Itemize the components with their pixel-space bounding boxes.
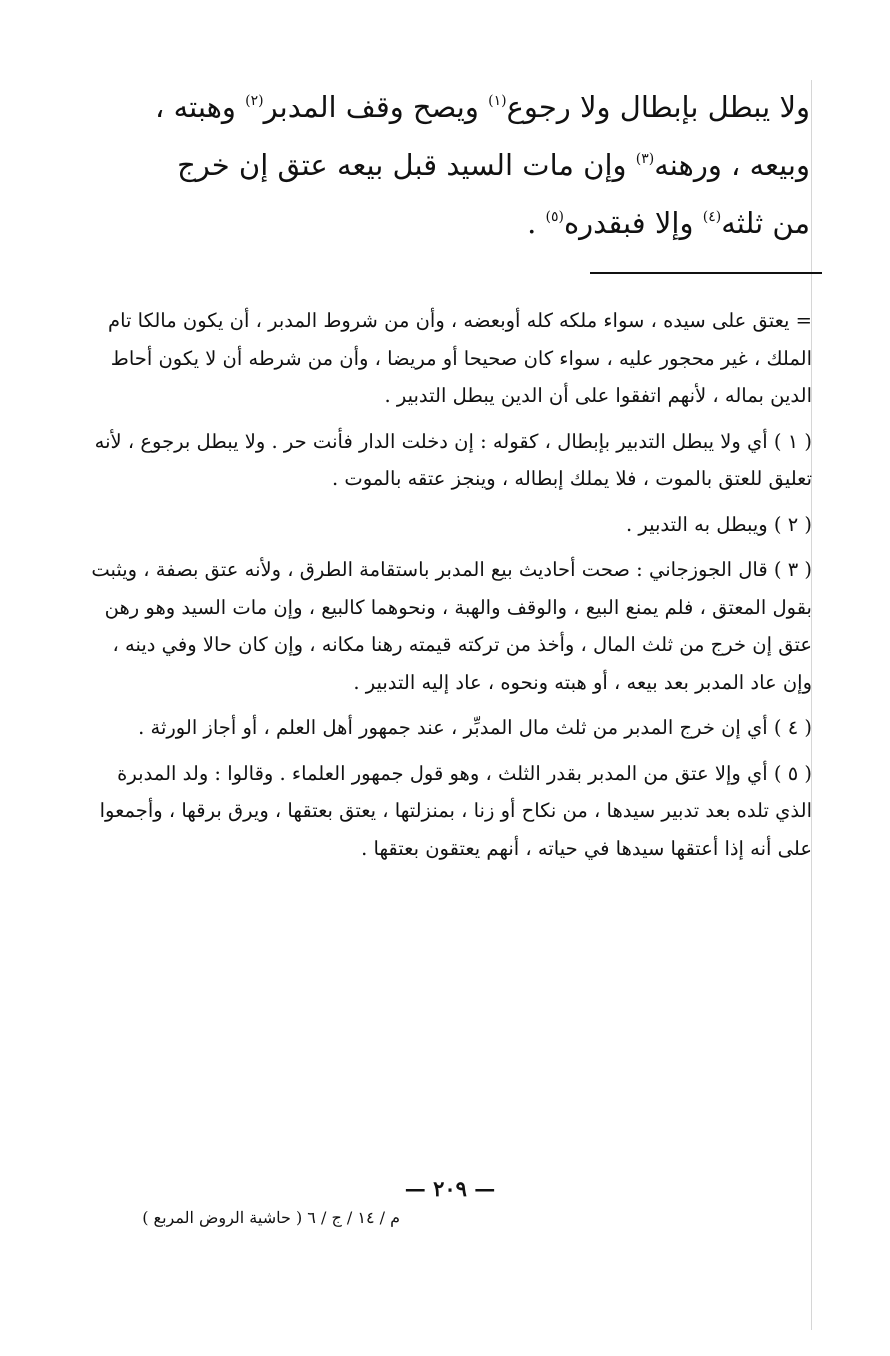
footnote-3: ( ٣ ) قال الجوزجاني : صحت أحاديث بيع المدبر باستقامة الطرق ، ولأنه عتق بصفة ، ويثبت بقول المعتق ، فلم يمنع البيع ، والوقف والهبة ، ونحوهما كالبيع ، وإن مات السيد وهو رهن عتق إن خرج من ثلث المال ، وأخذ من تركته قيمته رهنا مكانه ، وإن كان حالا وفي دينه ، وإن عاد المدبر بعد بيعه ، أو هبته ونحوه ، عاد إليه التدبير .: [91, 558, 812, 694]
footnote-5: ( ٥ ) أي وإلا عتق من المدبر بقدر الثلث ، وهو قول جمهور العلماء . وقالوا : ولد المدبرة الذي تلده بعد تدبير سيدها ، من نكاح أو زنا ، بمنزلتها ، يعتق بعتقها ، ويرق برقها ، وأجمعوا على أنه إذا أعتقها سيدها في حياته ، أنهم يعتقون بعتقها .: [99, 761, 812, 860]
footnote-1: ( ١ ) أي ولا يبطل التدبير بإبطال ، كقوله : إن دخلت الدار فأنت حر . ولا يبطل برجوع ، لأنه تعليق للعتق بالموت ، فلا يملك إبطاله ، وينجز عتقه بالموت .: [94, 429, 812, 490]
main-text-line: ولا يبطل بإبطال ولا رجوع$^{(١)}$ ويصح وقف المدبر$^{(٢)}$ وهبته ،: [155, 90, 810, 124]
main-text-line: من ثلثه$^{(٤)}$ وإلا فبقدره$^{(٥)}$ .: [527, 206, 810, 240]
footnote-separator: [590, 272, 822, 274]
footnote-4: ( ٤ ) أي إن خرج المدبر من ثلث مال المدبِّر ، عند جمهور أهل العلم ، أو أجاز الورثة .: [138, 716, 812, 739]
footnote-2: ( ٢ ) ويبطل به التدبير .: [625, 512, 812, 536]
note-ref: (٥): [545, 209, 564, 225]
signature-line: م / ١٤ / ج / ٦ ( حاشية الروض المربع ): [142, 1208, 400, 1227]
footnote-continued: = يعتق على سيده ، سواء ملكه كله أوبعضه ، وأن من شروط المدبر ، أن يكون مالكا تام الملك ، غير محجور عليه ، سواء كان صحيحا أو مريضا ، وأن من شرطه أن لا يكون أحاط الدين بماله ، لأنهم اتفقوا على أن الدين يبطل التدبير .: [108, 309, 812, 407]
note-ref: (٣): [635, 151, 655, 167]
main-text: [80, 78, 810, 252]
note-ref: (٤): [702, 209, 722, 225]
footnotes: [84, 302, 812, 875]
note-ref: (١): [488, 93, 507, 109]
main-text-line: وبيعه ، ورهنه$^{(٣)}$ وإن مات السيد قبل بيعه عتق إن خرج: [177, 148, 810, 182]
page-number: — ٢٠٩ —: [404, 1176, 496, 1201]
note-ref: (٢): [245, 93, 264, 109]
